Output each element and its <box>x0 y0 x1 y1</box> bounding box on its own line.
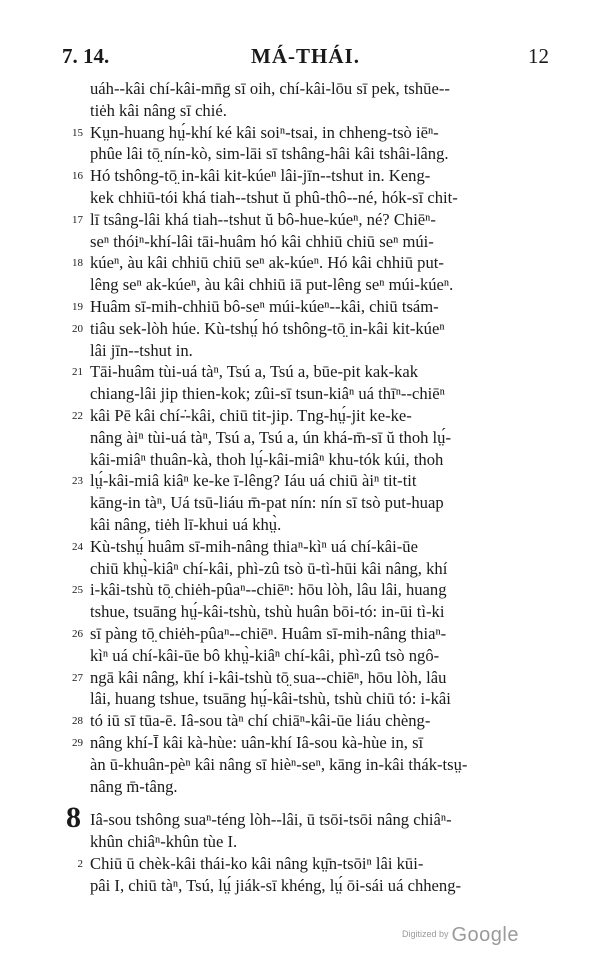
google-logo: Google <box>451 924 519 946</box>
line-text: pâi I, chiū tàⁿ, Tsú, lṳ́ jiák-sī khéng, lṳ́ ōi-sái uá chheng- <box>90 875 462 895</box>
text-line <box>66 801 546 835</box>
line-text: kúeⁿ, àu kâi chhiū chiū seⁿ ak-kúeⁿ. Hó kâi chhiū put- <box>90 253 444 273</box>
book-title: MÁ-THÁI. <box>251 44 360 68</box>
line-text: lī tsâng-lâi khá tiah--tshut ŭ bô-hue-kúeⁿ, né? Chiēⁿ- <box>90 209 436 229</box>
line-text: lâi jīn--tshut in. <box>90 340 193 360</box>
line-text: nâng m̄-tâng. <box>90 776 178 796</box>
text-line <box>90 143 546 165</box>
text-line <box>90 754 546 776</box>
line-text: i-kâi-tshù tō̤ chiėh-pûaⁿ--chiēⁿ: hōu lòh, lâu lâi, huang <box>90 580 447 600</box>
text-line <box>72 623 546 645</box>
text-line <box>77 853 546 875</box>
verse-number: 16 <box>72 170 83 183</box>
watermark-caption: Digitized by <box>401 929 449 939</box>
line-text: tiâu sek-lòh húe. Kù-tshṳ́ hó tshông-tō̤ in-kâi kit-kúeⁿ <box>90 318 445 338</box>
text-line <box>72 470 546 492</box>
line-text: lṳ́-kâi-miâ kiâⁿ ke-ke ī-lêng? Iáu uá chiū àiⁿ tit-tit <box>90 471 417 491</box>
line-text: uáh--kâi chí-kâi-mn̄g sī oih, chí-kâi-lōu sī pek, tshūe-- <box>90 79 450 98</box>
text-line <box>72 710 546 732</box>
line-text: Hó tshông-tō̤ in-kâi kit-kúeⁿ lâi-jīn--tshut in. Keng- <box>90 166 431 186</box>
text-line <box>90 78 546 100</box>
verse-number: 18 <box>72 257 83 270</box>
text-line <box>90 558 546 580</box>
line-text: tiėh kâi nâng sī chié. <box>90 100 227 120</box>
line-text: kâi Pē kâi chí-̇-kâi, chiū tit-jip. Tng-hṳ́-jit ke-ke- <box>90 405 412 425</box>
line-text: Huâm sī-mih-chhiū bô-seⁿ múi-kúeⁿ--kâi, chiū tsám- <box>90 296 439 316</box>
verse-number: 28 <box>72 715 83 728</box>
line-text: kìⁿ uá chí-kâi-ūe bô khṳ̀-kiâⁿ chí-kâi, phì-zû tsò ngô- <box>90 645 440 665</box>
digitized-watermark <box>402 924 519 947</box>
text-line <box>72 209 546 231</box>
verse-number: 26 <box>72 627 83 640</box>
verse-number: 22 <box>72 409 83 422</box>
line-text: kāng-in tàⁿ, Uá tsū-liáu m̄-pat nín: nín sī tsò put-huap <box>90 493 444 513</box>
chapter-number: 8 <box>66 801 81 835</box>
scripture-text <box>66 78 546 896</box>
text-line <box>90 449 546 471</box>
text-line <box>90 645 546 667</box>
text-line <box>90 231 546 253</box>
verse-number: 20 <box>72 322 83 335</box>
verse-number: 17 <box>72 213 83 226</box>
line-text: nâng khí-Ī kâi kà-hùe: uân-khí Iâ-sou kà-hùe in, sī <box>90 732 424 752</box>
verse-number: 19 <box>72 300 83 313</box>
line-text: ngā kâi nâng, khí i-kâi-tshù tō̤ sua--chiēⁿ, hōu lòh, lâu <box>90 667 447 687</box>
line-text: chiang-lâi jip thien-kok; zûi-sī tsun-kiâⁿ uá thīⁿ--chiēⁿ <box>90 384 445 404</box>
verse-number: 25 <box>72 584 83 597</box>
chapter-verse-reference: 7. 14. <box>62 44 110 68</box>
verse-number: 21 <box>72 366 83 379</box>
text-line <box>90 274 546 296</box>
text-line <box>72 165 546 187</box>
text-line <box>72 667 546 689</box>
line-text: nâng àiⁿ tùi-uá tàⁿ, Tsú a, Tsú a, ún khá-m̄-sī ŭ thoh lṳ́- <box>90 427 451 447</box>
text-line <box>90 875 546 897</box>
text-line <box>90 492 546 514</box>
text-line <box>72 579 546 601</box>
verse-number: 27 <box>72 671 83 684</box>
text-line <box>90 100 546 122</box>
line-text: àn ū-khuân-pèⁿ kâi nâng sī hièⁿ-seⁿ, kāng in-kâi thák-tsṳ- <box>90 754 468 774</box>
text-line <box>90 187 546 209</box>
text-line <box>72 361 546 383</box>
verse-number: 23 <box>72 475 83 488</box>
text-line <box>90 831 546 853</box>
page-header <box>62 44 549 70</box>
line-text: kâi-miâⁿ thuân-kà, thoh lṳ́-kâi-miâⁿ khu-tók kúi, thoh <box>90 449 444 469</box>
text-line <box>72 536 546 558</box>
line-text: tshue, tsuāng hṳ́-kâi-tshù, tshù huân bōi-tó: in-ūi tì-ki <box>90 602 445 622</box>
line-text: Iâ-sou tshông suaⁿ-téng lòh--lâi, ū tsōi-tsōi nâng chiâⁿ- <box>90 810 452 830</box>
text-line <box>72 252 546 274</box>
line-text: Tāi-huâm tùi-uá tàⁿ, Tsú a, Tsú a, būe-pit kak-kak <box>90 362 419 382</box>
line-text: Kù-tshṳ́ huâm sī-mih-nâng thiaⁿ-kìⁿ uá chí-kâi-ūe <box>90 536 418 556</box>
line-text: sī pàng tō̤ chiėh-pûaⁿ--chiēⁿ. Huâm sī-mih-nâng thiaⁿ- <box>90 623 447 643</box>
line-text: lâi, huang tshue, tsuāng hṳ́-kâi-tshù, tshù chiū tó: i-kâi <box>90 689 451 709</box>
line-text: chiū khṳ̀-kiâⁿ chí-kâi, phì-zû tsò ū-tì-hūi kâi nâng, khí <box>90 558 448 578</box>
page-number: 12 <box>528 44 549 68</box>
text-line <box>90 340 546 362</box>
line-text: Kṳn-huang hṳ́-khí ké kâi soiⁿ-tsai, in chheng-tsò iēⁿ- <box>90 122 439 142</box>
line-text: phûe lâi tō̤ nín-kò, sim-lāi sī tshâng-hâi kâi tshâi-lâng. <box>90 144 449 164</box>
text-line <box>72 405 546 427</box>
text-line <box>90 688 546 710</box>
verse-number: 24 <box>72 540 83 553</box>
line-text: tó iū sī tūa-ē. Iâ-sou tàⁿ chí chiāⁿ-kâi-ūe liáu chèng- <box>90 711 431 731</box>
text-line <box>90 776 546 798</box>
text-line <box>90 514 546 536</box>
chapter-gap <box>90 797 546 809</box>
text-line <box>72 122 546 144</box>
text-line <box>72 318 546 340</box>
text-line <box>72 296 546 318</box>
text-line <box>72 732 546 754</box>
text-line <box>90 383 546 405</box>
verse-number: 2 <box>77 857 83 870</box>
line-text: kâi nâng, tiėh lī-khui uá khṳ̀. <box>90 514 282 534</box>
text-line <box>90 427 546 449</box>
line-text: Chiū ū chèk-kâi thái-ko kâi nâng kṳ̄n-tsōiⁿ lâi kūi- <box>90 853 424 873</box>
line-text: lêng seⁿ ak-kúeⁿ, àu kâi chhiū iā put-lêng seⁿ múi-kúeⁿ. <box>90 275 454 295</box>
line-text: seⁿ thóiⁿ-khí-lâi tāi-huâm hó kâi chhiū chiū seⁿ múi- <box>90 231 434 251</box>
line-text: kek chhiū-tói khá tiah--tshut ŭ phû-thô--né, hók-sī chit- <box>90 187 458 207</box>
verse-number: 15 <box>72 126 83 139</box>
line-text: khûn chiâⁿ-khûn tùe I. <box>90 832 238 852</box>
text-line <box>90 601 546 623</box>
verse-number: 29 <box>72 736 83 749</box>
